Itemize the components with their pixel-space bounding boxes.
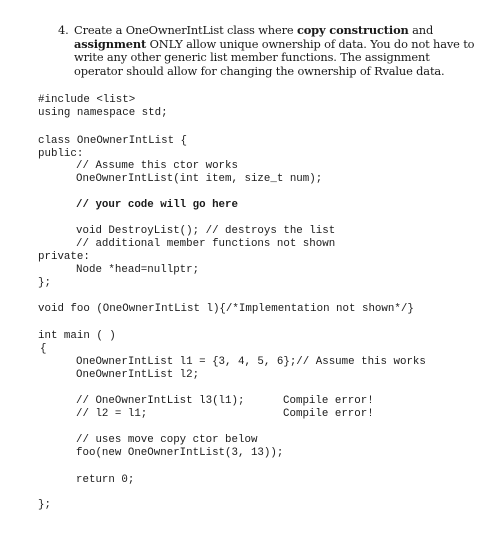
code-line-ctor: OneOwnerIntList(int item, size_t num); bbox=[76, 173, 323, 185]
code-line-public: public: bbox=[38, 148, 84, 160]
question-bold-assignment: assignment bbox=[74, 36, 147, 51]
code-line-foo-call: foo(new OneOwnerIntList(3, 13)); bbox=[76, 447, 284, 459]
code-line-ctor-comment: // Assume this ctor works bbox=[76, 160, 238, 172]
code-line-additional: // additional member functions not shown bbox=[76, 238, 336, 250]
code-line-l2: OneOwnerIntList l2; bbox=[76, 369, 200, 381]
code-line-l2-assign: // l2 = l1; bbox=[76, 408, 148, 420]
code-line-l3: // OneOwnerIntList l3(l1); bbox=[76, 395, 245, 407]
question-bold-copy-construction: copy construction bbox=[296, 23, 409, 37]
question-part: ONLY allow unique ownership of data. You do not have to write any other generic list member functions. The assignment operator should allow for changing the ownership of Rvalue data. bbox=[74, 36, 475, 78]
code-line-your-code: // your code will go here bbox=[76, 199, 238, 211]
question-number: 4. bbox=[58, 23, 69, 37]
question-part: Create a OneOwnerIntList class where bbox=[74, 23, 297, 37]
code-line-move-comment: // uses move copy ctor below bbox=[76, 434, 258, 446]
code-line-l2-assign-error: Compile error! bbox=[283, 408, 374, 420]
code-line-using: using namespace std; bbox=[38, 107, 168, 119]
code-line-destroy: void DestroyList(); // destroys the list bbox=[76, 225, 336, 237]
code-line-open-brace: { bbox=[40, 343, 47, 355]
code-line-l1: OneOwnerIntList l1 = {3, 4, 5, 6};// Assume this works bbox=[76, 356, 426, 368]
code-line-return: return 0; bbox=[76, 474, 135, 486]
code-line-class-decl: class OneOwnerIntList { bbox=[38, 135, 188, 147]
code-line-node: Node *head=nullptr; bbox=[76, 264, 200, 276]
code-line-foo: void foo (OneOwnerIntList l){/*Implementation not shown*/} bbox=[38, 303, 414, 315]
code-line-l3-error: Compile error! bbox=[283, 395, 374, 407]
code-line-class-end: }; bbox=[38, 277, 51, 289]
code-line-main-end: }; bbox=[38, 499, 51, 511]
code-line-private: private: bbox=[38, 251, 90, 263]
code-line-main: int main ( ) bbox=[38, 330, 116, 342]
code-line-include: #include <list> bbox=[38, 94, 136, 106]
question-part: and bbox=[408, 23, 434, 37]
